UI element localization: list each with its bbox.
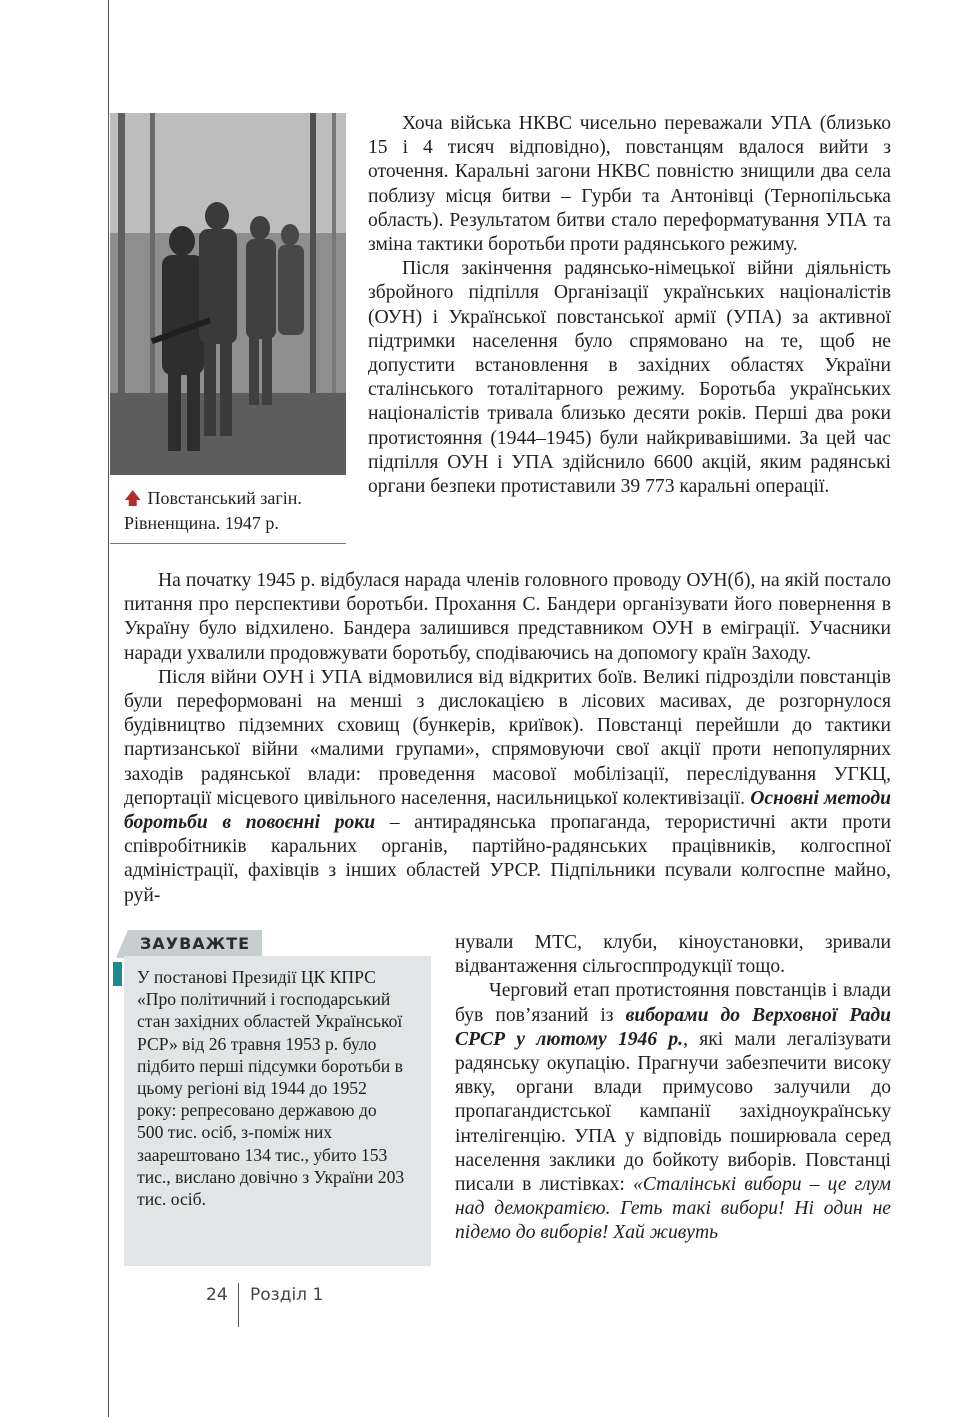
note-text: У постанові Президії ЦК КПРС «Про політичний і господарський стан західних областей Української РСР» від 26 травня 1953 р. було підбито перші підсумки боротьби в цьому регіоні від 1944 до 1952 року: репресовано державою до 500 тис. осіб, з-поміж них заарештовано 134 тис., убито 153 тис., вислано довічно з України 203 тис. осіб. <box>137 967 405 1210</box>
text-run: , які мали легалізувати радянську окупацію. Прагнучи забезпечити високу явку, органи влади примусово залучили до пропагандистської кампанії західноукраїнську інтелігенцію. УПА у відповідь поширювала серед населення заклики до бойкоту виборів. Повстанці писали в листівках: <box>455 1028 891 1196</box>
body-text-right-bottom <box>455 931 891 1246</box>
text-run: – антирадянська пропаганда, терористичні акти проти співробітників каральних органів, партійно-радянських працівників, колгоспної адміністрації, фахівців з інших областей УРСР. Підпільники псували колгоспне майно, руй- <box>124 812 891 906</box>
page-number: 24 <box>206 1285 228 1305</box>
paragraph <box>455 979 891 1245</box>
caption-line-2: Рівненщина. 1947 р. <box>124 513 279 533</box>
footer-divider <box>238 1283 239 1327</box>
note-accent-bar <box>113 962 122 986</box>
photo-insurgent-unit-image <box>110 113 346 475</box>
historical-photo <box>110 113 346 475</box>
body-text-right-top <box>368 112 891 499</box>
paragraph: Після закінчення радянсько-німецької війни діяльність збройного підпілля Організації українських націоналістів (ОУН) і Української повстанської армії (УПА) за активної підтримки населення було спрямовано на те, щоб не допустити встановлення в західних областях України сталінського тоталітарного режиму. Боротьба українських націоналістів тривала близько десяти років. Перші два роки протистояння (1944–1945) були найкривавішими. За цей час підпілля ОУН і УПА здійснило 6600 акцій, яким радянські органи безпеки протиставили 39 773 каральні операції. <box>368 258 891 498</box>
emphasis-text: виборами до Верховної Ради СРСР у лютому 1946 р. <box>455 1004 891 1050</box>
paragraph <box>124 666 891 908</box>
arrow-up-icon: 🡅 <box>124 489 142 508</box>
paragraph: Хоча війська НКВС чисельно переважали УПА (близько 15 і 4 тисяч відповідно), повстанцям вдалося вийти з оточення. Каральні загони НКВС повністю знищили два села поблизу місця битви – Гурби та Антонівці (Тернопільська область). Результатом битви стало переформатування УПА та зміна тактики боротьби проти радянського режиму. <box>368 113 891 256</box>
section-label: Розділ 1 <box>250 1285 324 1305</box>
photo-caption <box>124 486 346 535</box>
caption-line-1: Повстанський загін. <box>147 488 302 508</box>
text-run: Черговий етап протистояння повстанців і влади був пов’язаний із <box>455 980 891 1026</box>
quote-text: «Сталінські вибори – це глум над демократією. Геть такі вибори! Ні один не підемо до виборів! Хай живуть <box>455 1174 891 1244</box>
margin-rule <box>108 0 109 1417</box>
emphasis-text: Основні методи боротьби в повоєнні роки <box>124 787 891 834</box>
paragraph: нували МТС, клуби, кіноустановки, зривали відвантаження сільгосппродукції тощо. <box>455 932 891 978</box>
note-title: ЗАУВАЖТЕ <box>140 934 251 953</box>
body-text-full-width <box>124 569 891 908</box>
paragraph: На початку 1945 р. відбулася нарада членів головного проводу ОУН(б), на якій постало питання про перспективи боротьби. Прохання С. Бандери організувати його повернення в Україну було відхилено. Бандера залишився представником ОУН в еміграції. Учасники наради ухвалили продовжувати боротьбу, сподіваючись на допомогу країн Заходу. <box>124 570 891 664</box>
text-run: Після війни ОУН і УПА відмовилися від відкритих боїв. Великі підрозділи повстанців були переформовані на менші з дислокацією в лісових масивах, де розгорнулося будівництво підземних сховищ (бункерів, криївок). Повстанці перейшли до тактики партизанської війни «малими групами», спрямовуючи свої акції проти непопулярних заходів радянської влади: проведення масової мобілізації, переслідування УГКЦ, депортації місцевого цивільного населення, насильницької колективізації. <box>124 666 891 809</box>
caption-divider <box>110 543 346 544</box>
